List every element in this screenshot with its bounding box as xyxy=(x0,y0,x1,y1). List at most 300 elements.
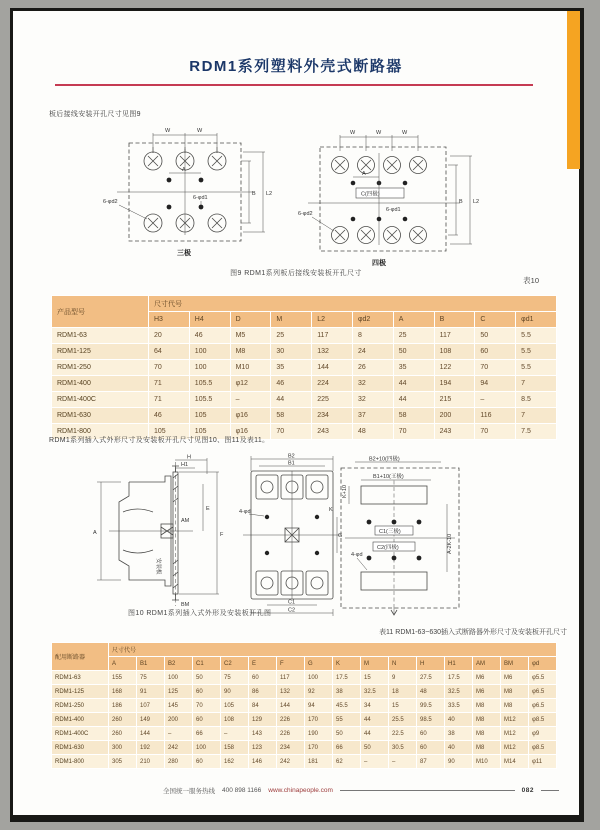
value-cell: M6 xyxy=(473,671,501,685)
value-cell: 25 xyxy=(393,328,434,344)
value-cell: 38 xyxy=(445,727,473,741)
fig9-four-pole-diagram xyxy=(298,123,498,278)
value-cell: 86 xyxy=(249,685,277,699)
value-cell: 32.5 xyxy=(445,685,473,699)
plate-label: 安装板 xyxy=(155,558,161,575)
dim-g: G xyxy=(338,533,343,539)
dim-w1: W xyxy=(350,130,356,136)
value-cell: 158 xyxy=(221,741,249,755)
value-cell: 70 xyxy=(193,699,221,713)
value-cell: φ9 xyxy=(529,727,557,741)
value-cell: 66 xyxy=(333,741,361,755)
table-row xyxy=(52,699,557,713)
dim-bm: BM xyxy=(181,602,190,608)
value-cell: 125 xyxy=(165,685,193,699)
value-cell: 144 xyxy=(312,360,353,376)
dim-k: K xyxy=(329,507,333,513)
column-header: H4 xyxy=(189,312,230,328)
value-cell: 75 xyxy=(137,671,165,685)
value-cell: 50 xyxy=(393,344,434,360)
column-header: F xyxy=(277,657,305,671)
column-header: H3 xyxy=(149,312,190,328)
value-cell: 122 xyxy=(434,360,475,376)
column-header: H xyxy=(417,657,445,671)
value-cell: 123 xyxy=(249,741,277,755)
value-cell: – xyxy=(165,727,193,741)
fig10-front-view-diagram xyxy=(239,451,345,621)
value-cell: 44 xyxy=(393,392,434,408)
dim-6-phi-d1: 6-φd1 xyxy=(386,207,401,213)
column-header: B xyxy=(434,312,475,328)
value-cell: 100 xyxy=(193,741,221,755)
value-cell: 300 xyxy=(109,741,137,755)
value-cell: M8 xyxy=(473,713,501,727)
value-cell: 58 xyxy=(393,408,434,424)
value-cell: 200 xyxy=(165,713,193,727)
value-cell: 94 xyxy=(475,376,516,392)
website-link: www.chinapeople.com xyxy=(268,786,333,794)
dimension-group-header: 尺寸代号 xyxy=(109,643,557,657)
dim-w2: W xyxy=(376,130,382,136)
value-cell: 22.5 xyxy=(389,727,417,741)
value-cell: 243 xyxy=(434,424,475,440)
value-cell: 38 xyxy=(333,685,361,699)
value-cell: 224 xyxy=(312,376,353,392)
value-cell: 132 xyxy=(312,344,353,360)
page-title: RDM1系列塑料外壳式断路器 xyxy=(189,58,403,75)
value-cell: 60 xyxy=(193,713,221,727)
dim-c1-note: C1(三极) xyxy=(379,529,401,535)
dim-b: B xyxy=(252,191,256,197)
value-cell: 7 xyxy=(516,376,557,392)
model-cell: RDM1-800 xyxy=(52,755,109,769)
value-cell: 40 xyxy=(445,741,473,755)
model-cell: RDM1-250 xyxy=(52,360,149,376)
dim-h1: H1 xyxy=(181,462,189,468)
value-cell: 242 xyxy=(165,741,193,755)
value-cell: 260 xyxy=(109,713,137,727)
value-cell: M5 xyxy=(230,328,271,344)
fig9-three-pole-diagram xyxy=(101,123,286,268)
value-cell: 105.5 xyxy=(189,392,230,408)
table-row xyxy=(52,727,557,741)
value-cell: φ8.5 xyxy=(529,741,557,755)
value-cell: 27.5 xyxy=(417,671,445,685)
value-cell: 84 xyxy=(249,699,277,713)
dim-c4: C(四极) xyxy=(361,191,380,198)
dim-am: AM xyxy=(181,518,190,524)
table10-dimensions xyxy=(51,295,557,440)
value-cell: 145 xyxy=(165,699,193,713)
value-cell: 117 xyxy=(434,328,475,344)
value-cell: 215 xyxy=(434,392,475,408)
column-header: B1 xyxy=(137,657,165,671)
value-cell: 25 xyxy=(271,328,312,344)
model-cell: RDM1-250 xyxy=(52,699,109,713)
value-cell: M8 xyxy=(473,741,501,755)
value-cell: 46 xyxy=(189,328,230,344)
hotline-label: 全国统一服务热线 xyxy=(163,787,215,795)
value-cell: M6 xyxy=(473,685,501,699)
value-cell: M6 xyxy=(501,671,529,685)
value-cell: 75 xyxy=(221,671,249,685)
value-cell: M10 xyxy=(230,360,271,376)
value-cell: 33.5 xyxy=(445,699,473,713)
value-cell: φ8.5 xyxy=(529,713,557,727)
model-cell: RDM1-63 xyxy=(52,328,149,344)
value-cell: 91 xyxy=(137,685,165,699)
value-cell: 155 xyxy=(109,671,137,685)
value-cell: M12 xyxy=(501,727,529,741)
dim-b2-plus: B2+10(四极) xyxy=(369,456,400,463)
value-cell: 100 xyxy=(165,671,193,685)
value-cell: 5.5 xyxy=(516,360,557,376)
dim-a: A xyxy=(182,167,186,173)
value-cell: φ6.5 xyxy=(529,699,557,713)
value-cell: 55 xyxy=(333,713,361,727)
value-cell: 20 xyxy=(149,328,190,344)
table-row xyxy=(52,685,557,699)
value-cell: 146 xyxy=(249,755,277,769)
column-header: L2 xyxy=(312,312,353,328)
dim-b1-plus: B1+10(三极) xyxy=(373,474,404,480)
dim-6-phi-d1: 6-φd1 xyxy=(193,195,208,201)
value-cell: 70 xyxy=(475,360,516,376)
model-cell: RDM1-630 xyxy=(52,741,109,755)
value-cell: 5.5 xyxy=(516,328,557,344)
value-cell: 44 xyxy=(271,392,312,408)
value-cell: 194 xyxy=(434,376,475,392)
value-cell: φ16 xyxy=(230,408,271,424)
value-cell: 60 xyxy=(417,727,445,741)
value-cell: 170 xyxy=(305,713,333,727)
dim-4-phi-d: 4-φd xyxy=(239,509,251,515)
value-cell: 40 xyxy=(445,713,473,727)
model-cell: RDM1-63 xyxy=(52,671,109,685)
table-row xyxy=(52,671,557,685)
value-cell: 62 xyxy=(333,755,361,769)
column-header: D xyxy=(230,312,271,328)
value-cell: 192 xyxy=(137,741,165,755)
dim-a-2k-10: A-2K-10 xyxy=(447,533,453,554)
column-header: C1 xyxy=(193,657,221,671)
dim-4-phi-d: 4-φd xyxy=(351,552,363,558)
value-cell: φ11 xyxy=(529,755,557,769)
value-cell: 18 xyxy=(389,685,417,699)
value-cell: 60 xyxy=(193,755,221,769)
table-row xyxy=(52,408,557,424)
value-cell: 105.5 xyxy=(189,376,230,392)
value-cell: M12 xyxy=(501,741,529,755)
fig10-side-view-diagram xyxy=(73,454,238,612)
value-cell: 7 xyxy=(516,408,557,424)
dim-a: A xyxy=(362,171,366,177)
column-header: BM xyxy=(501,657,529,671)
table-row xyxy=(52,392,557,408)
value-cell: 200 xyxy=(434,408,475,424)
value-cell: 5.5 xyxy=(516,344,557,360)
dim-k-plus: K+10 xyxy=(342,485,348,498)
value-cell: 90 xyxy=(221,685,249,699)
column-header: N xyxy=(389,657,417,671)
value-cell: 143 xyxy=(249,727,277,741)
fig9-caption: 图9 RDM1系列板后接线安装板开孔尺寸 xyxy=(230,270,362,277)
value-cell: 242 xyxy=(277,755,305,769)
table-row xyxy=(52,741,557,755)
value-cell: 32.5 xyxy=(361,685,389,699)
model-cell: RDM1-400C xyxy=(52,727,109,741)
value-cell: 92 xyxy=(305,685,333,699)
value-cell: – xyxy=(361,755,389,769)
value-cell: 17.5 xyxy=(445,671,473,685)
chapter-tab xyxy=(567,11,580,169)
value-cell: 100 xyxy=(189,344,230,360)
value-cell: 116 xyxy=(475,408,516,424)
value-cell: 132 xyxy=(277,685,305,699)
value-cell: 32 xyxy=(352,392,393,408)
value-cell: 190 xyxy=(305,727,333,741)
value-cell: 48 xyxy=(352,424,393,440)
column-header: H1 xyxy=(445,657,473,671)
dim-l2: L2 xyxy=(473,199,480,205)
value-cell: 162 xyxy=(221,755,249,769)
table-row xyxy=(52,713,557,727)
value-cell: 70 xyxy=(475,424,516,440)
value-cell: 50 xyxy=(361,741,389,755)
column-header: A xyxy=(393,312,434,328)
column-header: φd1 xyxy=(516,312,557,328)
fig10-caption: 图10 RDM1系列插入式外形及安装板开孔图 xyxy=(128,610,272,617)
fig9-pole-label-left: 三极 xyxy=(177,250,191,257)
value-cell: M12 xyxy=(501,713,529,727)
value-cell: φ5.5 xyxy=(529,671,557,685)
table11-title: 表11 RDM1-63~630插入式断路器外形尺寸及安装板开孔尺寸 xyxy=(379,629,567,636)
value-cell: 149 xyxy=(137,713,165,727)
value-cell: – xyxy=(475,392,516,408)
value-cell: 66 xyxy=(193,727,221,741)
value-cell: 117 xyxy=(277,671,305,685)
value-cell: M8 xyxy=(473,699,501,713)
column-header: K xyxy=(333,657,361,671)
value-cell: 90 xyxy=(445,755,473,769)
value-cell: M8 xyxy=(501,699,529,713)
value-cell: 181 xyxy=(305,755,333,769)
value-cell: 34 xyxy=(361,699,389,713)
value-cell: 15 xyxy=(361,671,389,685)
value-cell: 94 xyxy=(305,699,333,713)
table-row xyxy=(52,344,557,360)
value-cell: 30.5 xyxy=(389,741,417,755)
model-cell: RDM1-400C xyxy=(52,392,149,408)
value-cell: 144 xyxy=(137,727,165,741)
table10-ref-label: 表10 xyxy=(523,276,539,285)
column-header: E xyxy=(249,657,277,671)
fig9-pole-label-right: 四极 xyxy=(372,260,386,267)
model-cell: RDM1-400 xyxy=(52,376,149,392)
value-cell: 46 xyxy=(271,376,312,392)
value-cell: 186 xyxy=(109,699,137,713)
product-column-header: 配用断路器 xyxy=(52,643,109,671)
value-cell: 71 xyxy=(149,376,190,392)
value-cell: 105 xyxy=(189,408,230,424)
footer-rule xyxy=(340,790,515,791)
value-cell: 170 xyxy=(305,741,333,755)
value-cell: 234 xyxy=(277,741,305,755)
dim-b2: B2 xyxy=(288,453,295,460)
value-cell: 24 xyxy=(352,344,393,360)
value-cell: 70 xyxy=(271,424,312,440)
value-cell: 98.5 xyxy=(417,713,445,727)
note-fig9: 板后接线安装开孔尺寸见图9 xyxy=(49,111,141,118)
column-header: φd2 xyxy=(352,312,393,328)
column-header: M xyxy=(271,312,312,328)
model-cell: RDM1-125 xyxy=(52,344,149,360)
value-cell: 108 xyxy=(221,713,249,727)
product-column-header: 产品型号 xyxy=(52,296,149,328)
value-cell: 26 xyxy=(352,360,393,376)
title-underline xyxy=(55,84,533,86)
value-cell: 280 xyxy=(165,755,193,769)
value-cell: 44 xyxy=(393,376,434,392)
column-header: C2 xyxy=(221,657,249,671)
value-cell: 100 xyxy=(189,360,230,376)
value-cell: M14 xyxy=(501,755,529,769)
value-cell: 32 xyxy=(352,376,393,392)
column-header: AM xyxy=(473,657,501,671)
fig10-plate-cutout-diagram xyxy=(331,454,473,622)
scanned-page xyxy=(10,8,584,822)
value-cell: 60 xyxy=(417,741,445,755)
value-cell: 9 xyxy=(389,671,417,685)
table-row xyxy=(52,376,557,392)
page-footer xyxy=(163,784,559,796)
dim-c1: C1 xyxy=(288,599,296,606)
value-cell: φ12 xyxy=(230,376,271,392)
value-cell: 60 xyxy=(475,344,516,360)
value-cell: – xyxy=(221,727,249,741)
dim-f: F xyxy=(220,532,224,538)
model-cell: RDM1-125 xyxy=(52,685,109,699)
value-cell: 305 xyxy=(109,755,137,769)
value-cell: 25.5 xyxy=(389,713,417,727)
hotline-number: 400 898 1166 xyxy=(222,786,262,794)
value-cell: 17.5 xyxy=(333,671,361,685)
value-cell: 48 xyxy=(417,685,445,699)
value-cell: 105 xyxy=(221,699,249,713)
value-cell: 45.5 xyxy=(333,699,361,713)
value-cell: 50 xyxy=(193,671,221,685)
dim-l2: L2 xyxy=(266,191,273,197)
dim-b1: B1 xyxy=(288,460,295,467)
column-header: φd xyxy=(529,657,557,671)
value-cell: 70 xyxy=(149,360,190,376)
value-cell: 168 xyxy=(109,685,137,699)
footer-rule-end xyxy=(541,790,559,791)
value-cell: φ6.5 xyxy=(529,685,557,699)
value-cell: 87 xyxy=(417,755,445,769)
value-cell: 225 xyxy=(312,392,353,408)
dim-a: A xyxy=(93,530,97,536)
dimension-group-header: 尺寸代号 xyxy=(149,296,557,312)
value-cell: M8 xyxy=(230,344,271,360)
page-number: 082 xyxy=(521,786,534,794)
table-row xyxy=(52,755,557,769)
value-cell: 108 xyxy=(434,344,475,360)
value-cell: 70 xyxy=(393,424,434,440)
value-cell: M10 xyxy=(473,755,501,769)
value-cell: 117 xyxy=(312,328,353,344)
value-cell: 60 xyxy=(193,685,221,699)
value-cell: 46 xyxy=(149,408,190,424)
value-cell: 100 xyxy=(305,671,333,685)
table-row xyxy=(52,328,557,344)
value-cell: – xyxy=(389,755,417,769)
column-header: M xyxy=(361,657,389,671)
value-cell: 64 xyxy=(149,344,190,360)
value-cell: 50 xyxy=(475,328,516,344)
column-header: A xyxy=(109,657,137,671)
model-cell: RDM1-800 xyxy=(52,424,149,440)
value-cell: 60 xyxy=(249,671,277,685)
value-cell: 58 xyxy=(271,408,312,424)
value-cell: 210 xyxy=(137,755,165,769)
column-header: C xyxy=(475,312,516,328)
dim-6-phi-d2: 6-φd2 xyxy=(298,211,313,217)
dim-c2: C2 xyxy=(288,607,296,614)
model-cell: RDM1-630 xyxy=(52,408,149,424)
value-cell: 44 xyxy=(361,713,389,727)
value-cell: 15 xyxy=(389,699,417,713)
dim-6-phi-d2: 6-φd2 xyxy=(103,199,118,205)
value-cell: 144 xyxy=(277,699,305,713)
value-cell: 8.5 xyxy=(516,392,557,408)
value-cell: φ16 xyxy=(230,424,271,440)
value-cell: 243 xyxy=(312,424,353,440)
dim-c2-note: C2(四极) xyxy=(377,545,399,551)
model-cell: RDM1-400 xyxy=(52,713,109,727)
value-cell: 30 xyxy=(271,344,312,360)
value-cell: 260 xyxy=(109,727,137,741)
value-cell: – xyxy=(230,392,271,408)
value-cell: 35 xyxy=(271,360,312,376)
value-cell: 105 xyxy=(149,424,190,440)
value-cell: M8 xyxy=(473,727,501,741)
value-cell: 226 xyxy=(277,713,305,727)
value-cell: 7.5 xyxy=(516,424,557,440)
column-header: G xyxy=(305,657,333,671)
value-cell: 50 xyxy=(333,727,361,741)
value-cell: 105 xyxy=(189,424,230,440)
dim-w2: W xyxy=(197,128,203,134)
dim-e: E xyxy=(206,506,210,512)
value-cell: 226 xyxy=(277,727,305,741)
value-cell: 107 xyxy=(137,699,165,713)
dim-w3: W xyxy=(402,130,408,136)
value-cell: 35 xyxy=(393,360,434,376)
dim-h: H xyxy=(187,454,191,461)
value-cell: 234 xyxy=(312,408,353,424)
value-cell: 129 xyxy=(249,713,277,727)
table11-dimensions xyxy=(51,642,557,769)
value-cell: 99.5 xyxy=(417,699,445,713)
dim-w1: W xyxy=(165,128,171,134)
value-cell: 8 xyxy=(352,328,393,344)
value-cell: 37 xyxy=(352,408,393,424)
insert-note: RDM1系列插入式外形尺寸及安装板开孔尺寸见图10、图11及表11。 xyxy=(49,437,270,444)
value-cell: 71 xyxy=(149,392,190,408)
column-header: B2 xyxy=(165,657,193,671)
value-cell: M8 xyxy=(501,685,529,699)
